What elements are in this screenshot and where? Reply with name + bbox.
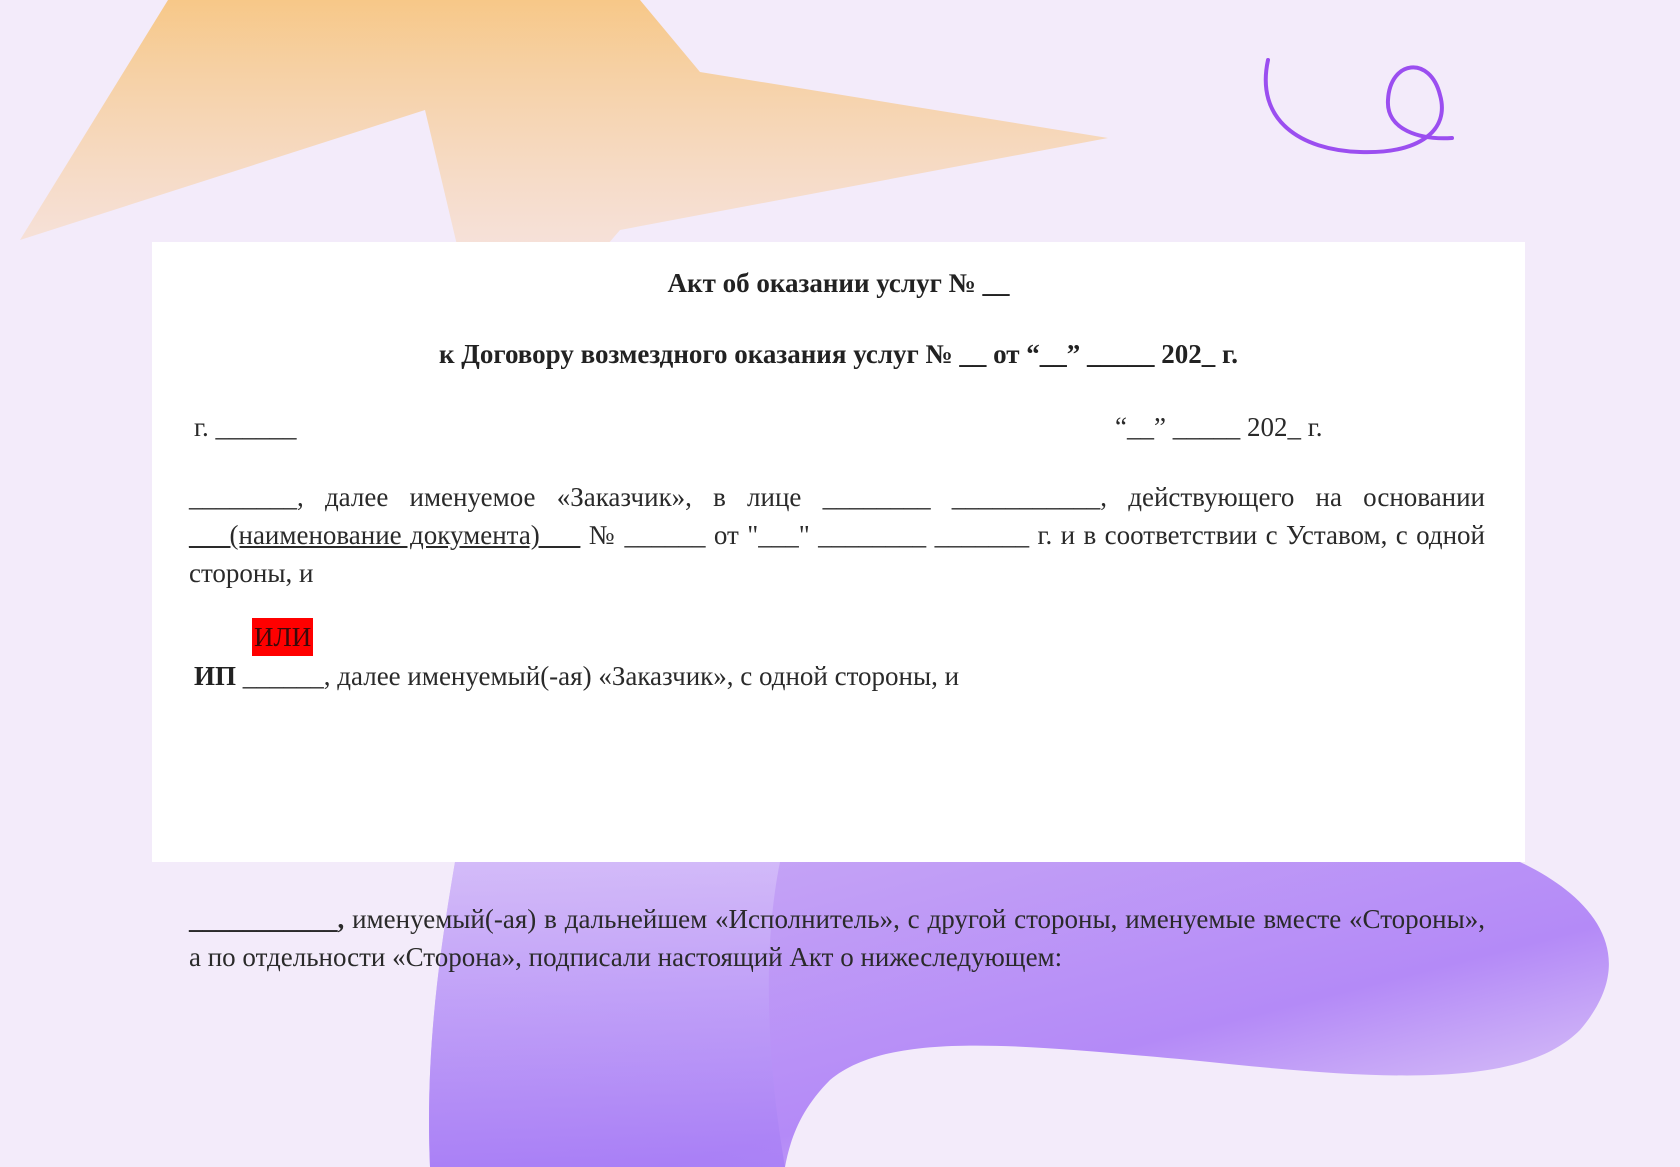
contractor-paragraph (189, 900, 1485, 976)
city-line: г. ______ (194, 412, 297, 442)
document-subtitle: к Договору возмездного оказания услуг № __ от “__” _____ 202_ г. (438, 339, 1239, 369)
ip-text: ______, далее именуемый(-ая) «Заказчик», с одной стороны, и (236, 661, 960, 691)
customer-paragraph (189, 478, 1485, 592)
customer-paragraph-part1: ________, далее именуемое «Заказчик», в лице ________ ___________, действующего на основании (189, 482, 1485, 512)
date-line: “__” _____ 202_ г. (1115, 412, 1323, 442)
or-highlight-label: ИЛИ (252, 618, 313, 656)
contractor-lead: ___________, (189, 904, 345, 934)
customer-paragraph-part2: № ______ от "___" ________ _______ г. и в соответствии с Уставом, с одной стороны, и (189, 520, 1485, 588)
ip-line (194, 661, 959, 692)
ip-label: ИП (194, 661, 237, 691)
squiggle-line (1266, 60, 1452, 152)
document-name-field: ___(наименование документа)___ (189, 520, 581, 550)
document-page (152, 242, 1525, 972)
document-title: Акт об оказании услуг № __ (667, 268, 1010, 298)
contractor-text: именуемый(-ая) в дальнейшем «Исполнитель», с другой стороны, именуемые вместе «Стороны», а по отдельности «Сторона», подписали настоящий Акт о нижеследующем: (189, 904, 1485, 972)
